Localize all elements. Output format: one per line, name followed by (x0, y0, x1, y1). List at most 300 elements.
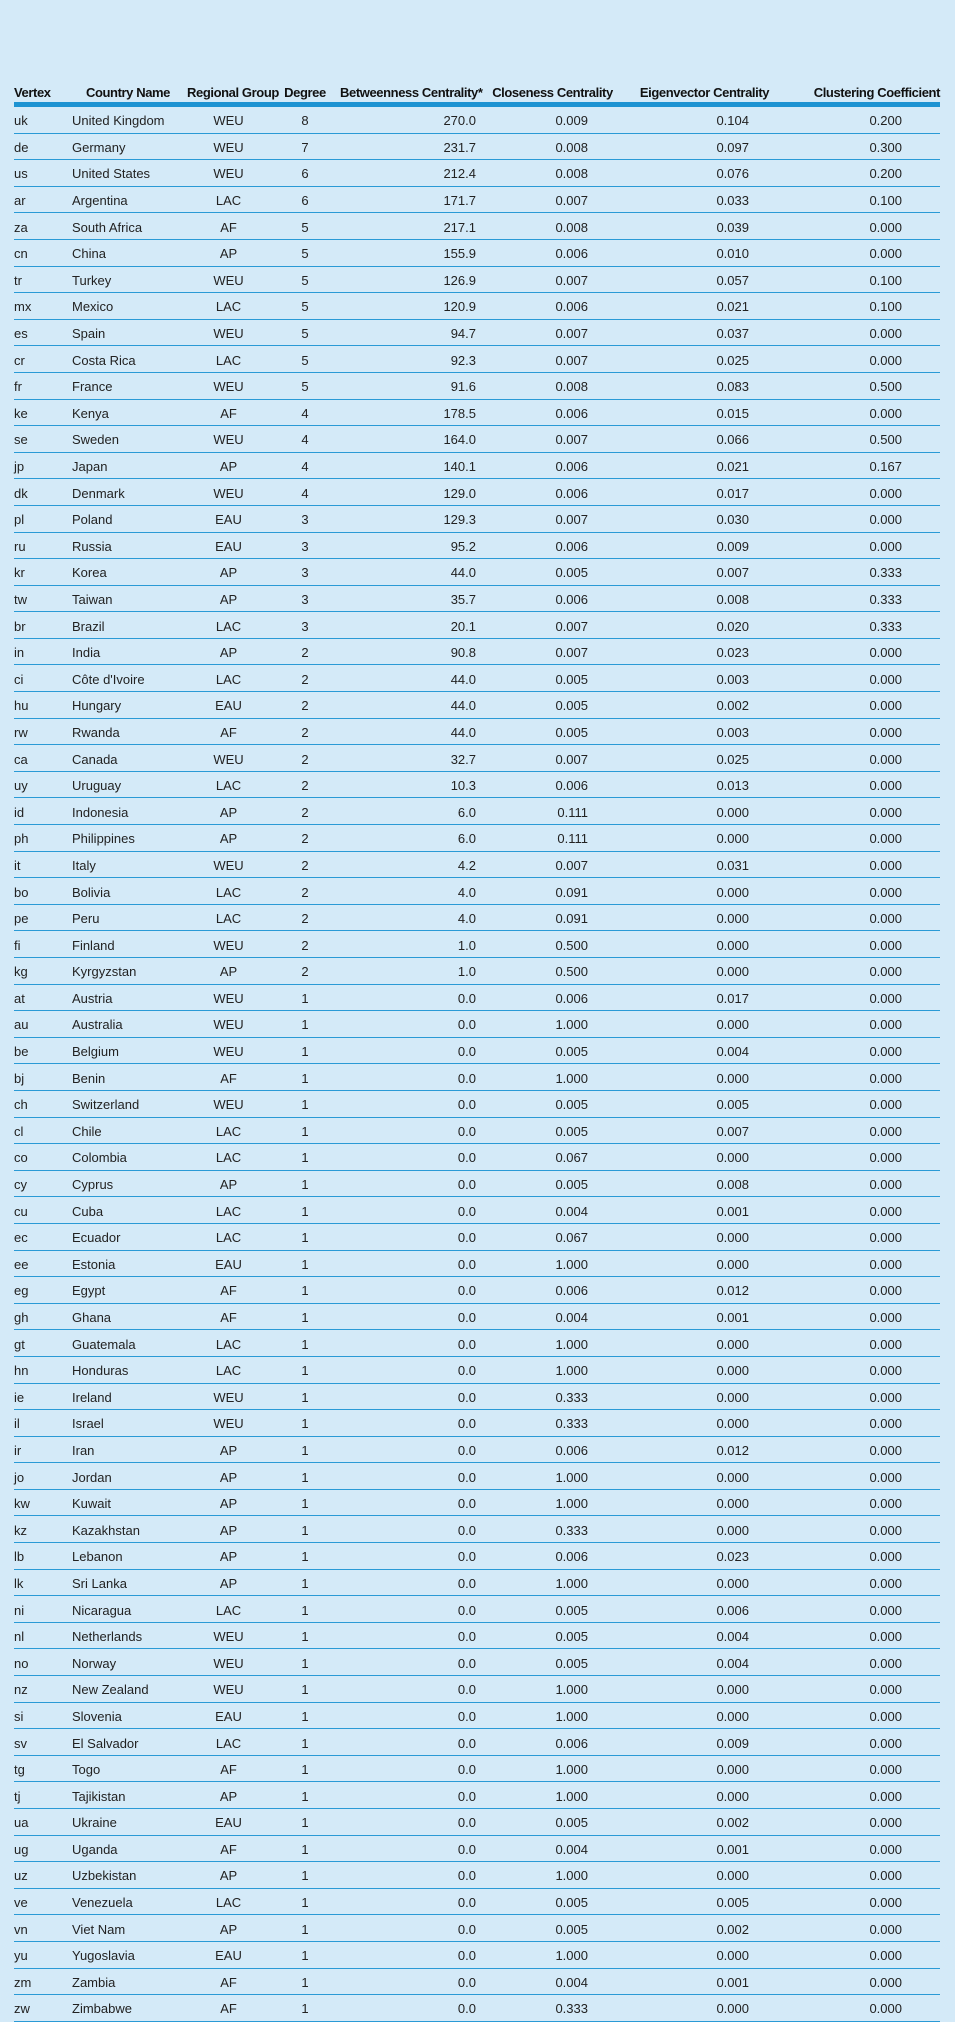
cell-regional-group: WEU (187, 319, 270, 346)
cell-degree: 1 (270, 1011, 340, 1038)
cell-country-name: Colombia (69, 1144, 187, 1171)
cell-degree: 1 (270, 1516, 340, 1543)
cell-country-name: Peru (69, 904, 187, 931)
cell-degree: 1 (270, 1436, 340, 1463)
cell-degree: 1 (270, 1090, 340, 1117)
cell-regional-group: WEU (187, 851, 270, 878)
cell-clustering: 0.000 (785, 1702, 940, 1729)
cell-country-name: Kenya (69, 399, 187, 426)
cell-closeness: 0.006 (481, 585, 624, 612)
table-row (14, 399, 940, 426)
cell-clustering: 0.000 (785, 1383, 940, 1410)
cell-country-name: Côte d'Ivoire (69, 665, 187, 692)
table-body (14, 105, 940, 2022)
cell-degree: 1 (270, 1835, 340, 1862)
table-row (14, 426, 940, 453)
cell-betweenness: 94.7 (340, 319, 481, 346)
table-row (14, 532, 940, 559)
table-row (14, 718, 940, 745)
cell-closeness: 0.008 (481, 372, 624, 399)
cell-country-name: Yugoslavia (69, 1941, 187, 1968)
cell-country-name: Norway (69, 1649, 187, 1676)
cell-vertex: es (14, 319, 69, 346)
table-row (14, 1011, 940, 1038)
cell-country-name: Ecuador (69, 1223, 187, 1250)
table-row (14, 1941, 940, 1968)
cell-degree: 3 (270, 612, 340, 639)
cell-clustering: 0.000 (785, 1835, 940, 1862)
cell-vertex: kw (14, 1489, 69, 1516)
cell-degree: 1 (270, 1410, 340, 1437)
cell-betweenness: 0.0 (340, 1596, 481, 1623)
cell-closeness: 1.000 (481, 1064, 624, 1091)
cell-betweenness: 32.7 (340, 745, 481, 772)
cell-closeness: 0.009 (481, 105, 624, 134)
table-row (14, 665, 940, 692)
cell-eigenvector: 0.000 (624, 1144, 785, 1171)
cell-regional-group: LAC (187, 1144, 270, 1171)
table-row (14, 585, 940, 612)
cell-regional-group: LAC (187, 186, 270, 213)
cell-regional-group: AP (187, 1516, 270, 1543)
cell-vertex: jo (14, 1463, 69, 1490)
cell-regional-group: AF (187, 1995, 270, 2022)
cell-eigenvector: 0.004 (624, 1649, 785, 1676)
cell-vertex: mx (14, 293, 69, 320)
cell-country-name: South Africa (69, 213, 187, 240)
cell-vertex: tr (14, 266, 69, 293)
cell-clustering: 0.000 (785, 1144, 940, 1171)
cell-betweenness: 212.4 (340, 160, 481, 187)
cell-degree: 1 (270, 1303, 340, 1330)
cell-betweenness: 0.0 (340, 1862, 481, 1889)
cell-country-name: Russia (69, 532, 187, 559)
cell-closeness: 0.006 (481, 399, 624, 426)
cell-clustering: 0.000 (785, 958, 940, 985)
cell-country-name: Nicaragua (69, 1596, 187, 1623)
cell-country-name: Indonesia (69, 798, 187, 825)
cell-clustering: 0.000 (785, 771, 940, 798)
cell-regional-group: LAC (187, 1117, 270, 1144)
cell-country-name: Slovenia (69, 1702, 187, 1729)
cell-clustering: 0.000 (785, 798, 940, 825)
cell-betweenness: 20.1 (340, 612, 481, 639)
header-vertex: Vertex (14, 78, 69, 105)
cell-clustering: 0.333 (785, 612, 940, 639)
table-row (14, 1170, 940, 1197)
table-row (14, 1782, 940, 1809)
cell-degree: 1 (270, 1809, 340, 1836)
cell-betweenness: 1.0 (340, 958, 481, 985)
cell-country-name: Chile (69, 1117, 187, 1144)
cell-clustering: 0.333 (785, 559, 940, 586)
cell-country-name: Lebanon (69, 1543, 187, 1570)
cell-degree: 1 (270, 1676, 340, 1703)
cell-regional-group: AP (187, 559, 270, 586)
cell-degree: 1 (270, 1702, 340, 1729)
cell-clustering: 0.000 (785, 479, 940, 506)
cell-regional-group: AP (187, 1782, 270, 1809)
cell-clustering: 0.000 (785, 1250, 940, 1277)
cell-clustering: 0.300 (785, 133, 940, 160)
cell-vertex: ug (14, 1835, 69, 1862)
cell-vertex: tg (14, 1755, 69, 1782)
table-row (14, 958, 940, 985)
cell-clustering: 0.000 (785, 1755, 940, 1782)
cell-eigenvector: 0.001 (624, 1835, 785, 1862)
cell-clustering: 0.000 (785, 213, 940, 240)
cell-degree: 1 (270, 1729, 340, 1756)
cell-closeness: 0.333 (481, 1410, 624, 1437)
cell-clustering: 0.000 (785, 665, 940, 692)
cell-degree: 1 (270, 1915, 340, 1942)
cell-regional-group: EAU (187, 1702, 270, 1729)
cell-vertex: dk (14, 479, 69, 506)
cell-country-name: Taiwan (69, 585, 187, 612)
cell-degree: 1 (270, 1064, 340, 1091)
cell-country-name: Austria (69, 984, 187, 1011)
cell-betweenness: 0.0 (340, 984, 481, 1011)
cell-clustering: 0.500 (785, 426, 940, 453)
cell-country-name: Poland (69, 505, 187, 532)
cell-closeness: 0.005 (481, 1649, 624, 1676)
cell-eigenvector: 0.000 (624, 1862, 785, 1889)
cell-country-name: Zambia (69, 1968, 187, 1995)
cell-clustering: 0.000 (785, 1649, 940, 1676)
cell-clustering: 0.000 (785, 1915, 940, 1942)
cell-regional-group: AF (187, 1303, 270, 1330)
table-row (14, 1809, 940, 1836)
cell-closeness: 0.004 (481, 1303, 624, 1330)
cell-regional-group: WEU (187, 1383, 270, 1410)
cell-closeness: 1.000 (481, 1676, 624, 1703)
table-row (14, 1436, 940, 1463)
cell-eigenvector: 0.000 (624, 958, 785, 985)
cell-vertex: us (14, 160, 69, 187)
table-row (14, 1090, 940, 1117)
cell-closeness: 0.006 (481, 479, 624, 506)
cell-degree: 6 (270, 160, 340, 187)
table-row (14, 1729, 940, 1756)
cell-betweenness: 0.0 (340, 1011, 481, 1038)
cell-closeness: 0.006 (481, 1277, 624, 1304)
cell-closeness: 1.000 (481, 1862, 624, 1889)
cell-degree: 5 (270, 266, 340, 293)
cell-vertex: id (14, 798, 69, 825)
cell-closeness: 1.000 (481, 1250, 624, 1277)
cell-closeness: 0.007 (481, 638, 624, 665)
cell-closeness: 0.006 (481, 984, 624, 1011)
cell-regional-group: WEU (187, 1410, 270, 1437)
cell-betweenness: 217.1 (340, 213, 481, 240)
cell-betweenness: 44.0 (340, 559, 481, 586)
cell-vertex: lb (14, 1543, 69, 1570)
cell-regional-group: AP (187, 798, 270, 825)
cell-regional-group: AP (187, 1170, 270, 1197)
cell-eigenvector: 0.004 (624, 1622, 785, 1649)
cell-vertex: pl (14, 505, 69, 532)
cell-closeness: 0.333 (481, 1995, 624, 2022)
cell-clustering: 0.000 (785, 1968, 940, 1995)
cell-vertex: be (14, 1037, 69, 1064)
cell-degree: 2 (270, 638, 340, 665)
cell-betweenness: 6.0 (340, 825, 481, 852)
table-row (14, 1144, 940, 1171)
cell-betweenness: 0.0 (340, 1835, 481, 1862)
cell-clustering: 0.000 (785, 1995, 940, 2022)
cell-eigenvector: 0.037 (624, 319, 785, 346)
cell-vertex: ci (14, 665, 69, 692)
cell-vertex: sv (14, 1729, 69, 1756)
cell-clustering: 0.333 (785, 585, 940, 612)
cell-vertex: vn (14, 1915, 69, 1942)
cell-clustering: 0.000 (785, 904, 940, 931)
cell-regional-group: WEU (187, 426, 270, 453)
cell-regional-group: AP (187, 452, 270, 479)
cell-regional-group: LAC (187, 1356, 270, 1383)
cell-regional-group: WEU (187, 1090, 270, 1117)
cell-betweenness: 92.3 (340, 346, 481, 373)
cell-clustering: 0.000 (785, 319, 940, 346)
cell-degree: 1 (270, 1543, 340, 1570)
cell-country-name: Uganda (69, 1835, 187, 1862)
table-row (14, 931, 940, 958)
cell-betweenness: 231.7 (340, 133, 481, 160)
cell-closeness: 1.000 (481, 1489, 624, 1516)
cell-eigenvector: 0.000 (624, 1755, 785, 1782)
cell-clustering: 0.000 (785, 1277, 940, 1304)
cell-clustering: 0.000 (785, 1782, 940, 1809)
cell-degree: 1 (270, 1356, 340, 1383)
cell-betweenness: 178.5 (340, 399, 481, 426)
cell-closeness: 0.005 (481, 1888, 624, 1915)
table-row (14, 105, 940, 134)
cell-degree: 5 (270, 372, 340, 399)
cell-eigenvector: 0.000 (624, 1223, 785, 1250)
table-row (14, 1569, 940, 1596)
cell-closeness: 0.007 (481, 612, 624, 639)
cell-country-name: Korea (69, 559, 187, 586)
cell-degree: 1 (270, 1117, 340, 1144)
cell-clustering: 0.000 (785, 1729, 940, 1756)
cell-closeness: 0.005 (481, 665, 624, 692)
cell-vertex: kz (14, 1516, 69, 1543)
cell-closeness: 0.006 (481, 239, 624, 266)
cell-betweenness: 0.0 (340, 1383, 481, 1410)
cell-vertex: se (14, 426, 69, 453)
cell-vertex: uk (14, 105, 69, 134)
cell-degree: 1 (270, 1170, 340, 1197)
table-row (14, 771, 940, 798)
table-row (14, 160, 940, 187)
cell-vertex: bj (14, 1064, 69, 1091)
cell-degree: 8 (270, 105, 340, 134)
table-row (14, 1250, 940, 1277)
cell-clustering: 0.000 (785, 1011, 940, 1038)
cell-country-name: Switzerland (69, 1090, 187, 1117)
cell-regional-group: LAC (187, 1888, 270, 1915)
table-row (14, 1649, 940, 1676)
table-row (14, 745, 940, 772)
cell-country-name: India (69, 638, 187, 665)
cell-closeness: 0.005 (481, 1915, 624, 1942)
cell-eigenvector: 0.000 (624, 1782, 785, 1809)
cell-vertex: za (14, 213, 69, 240)
cell-betweenness: 35.7 (340, 585, 481, 612)
header-clustering-coefficient: Clustering Coefficient (785, 78, 940, 105)
cell-vertex: gt (14, 1330, 69, 1357)
cell-vertex: ke (14, 399, 69, 426)
cell-betweenness: 0.0 (340, 1144, 481, 1171)
cell-closeness: 1.000 (481, 1463, 624, 1490)
cell-closeness: 0.111 (481, 825, 624, 852)
cell-betweenness: 0.0 (340, 1676, 481, 1703)
cell-vertex: hu (14, 692, 69, 719)
cell-country-name: Kyrgyzstan (69, 958, 187, 985)
cell-closeness: 0.007 (481, 851, 624, 878)
cell-degree: 3 (270, 559, 340, 586)
centrality-table (14, 78, 940, 2022)
cell-regional-group: WEU (187, 479, 270, 506)
cell-degree: 1 (270, 1250, 340, 1277)
cell-country-name: Bolivia (69, 878, 187, 905)
cell-eigenvector: 0.002 (624, 692, 785, 719)
cell-clustering: 0.000 (785, 1543, 940, 1570)
cell-betweenness: 44.0 (340, 692, 481, 719)
cell-vertex: ie (14, 1383, 69, 1410)
cell-degree: 1 (270, 1596, 340, 1623)
cell-betweenness: 171.7 (340, 186, 481, 213)
cell-eigenvector: 0.021 (624, 293, 785, 320)
cell-closeness: 0.004 (481, 1197, 624, 1224)
cell-betweenness: 0.0 (340, 1569, 481, 1596)
cell-vertex: cy (14, 1170, 69, 1197)
cell-eigenvector: 0.009 (624, 1729, 785, 1756)
cell-country-name: Mexico (69, 293, 187, 320)
cell-degree: 3 (270, 532, 340, 559)
cell-country-name: Belgium (69, 1037, 187, 1064)
cell-betweenness: 0.0 (340, 1543, 481, 1570)
cell-eigenvector: 0.007 (624, 559, 785, 586)
cell-vertex: uz (14, 1862, 69, 1889)
header-row (14, 78, 940, 105)
cell-betweenness: 0.0 (340, 1037, 481, 1064)
table-row (14, 266, 940, 293)
cell-betweenness: 129.3 (340, 505, 481, 532)
cell-clustering: 0.000 (785, 1569, 940, 1596)
cell-country-name: Togo (69, 1755, 187, 1782)
cell-degree: 2 (270, 958, 340, 985)
cell-regional-group: EAU (187, 1941, 270, 1968)
cell-vertex: gh (14, 1303, 69, 1330)
cell-closeness: 0.006 (481, 1436, 624, 1463)
cell-country-name: Benin (69, 1064, 187, 1091)
cell-betweenness: 0.0 (340, 1729, 481, 1756)
cell-clustering: 0.500 (785, 372, 940, 399)
cell-degree: 1 (270, 1968, 340, 1995)
cell-country-name: Canada (69, 745, 187, 772)
cell-closeness: 0.005 (481, 1037, 624, 1064)
table-row (14, 186, 940, 213)
cell-betweenness: 129.0 (340, 479, 481, 506)
cell-eigenvector: 0.012 (624, 1277, 785, 1304)
cell-regional-group: AP (187, 958, 270, 985)
cell-eigenvector: 0.000 (624, 1995, 785, 2022)
header-betweenness-centrality: Betweenness Centrality* (340, 78, 481, 105)
cell-country-name: Ghana (69, 1303, 187, 1330)
table-row (14, 1755, 940, 1782)
cell-regional-group: AF (187, 1277, 270, 1304)
table-row (14, 878, 940, 905)
cell-closeness: 1.000 (481, 1782, 624, 1809)
header-closeness-centrality: Closeness Centrality (481, 78, 624, 105)
cell-regional-group: WEU (187, 984, 270, 1011)
cell-degree: 1 (270, 1037, 340, 1064)
cell-vertex: ve (14, 1888, 69, 1915)
table-row (14, 133, 940, 160)
cell-eigenvector: 0.025 (624, 346, 785, 373)
cell-eigenvector: 0.005 (624, 1888, 785, 1915)
cell-degree: 2 (270, 771, 340, 798)
cell-closeness: 0.005 (481, 1596, 624, 1623)
cell-country-name: Kuwait (69, 1489, 187, 1516)
cell-country-name: Israel (69, 1410, 187, 1437)
cell-betweenness: 0.0 (340, 1277, 481, 1304)
cell-regional-group: LAC (187, 1729, 270, 1756)
cell-country-name: Ukraine (69, 1809, 187, 1836)
table-row (14, 1117, 940, 1144)
cell-regional-group: AF (187, 1835, 270, 1862)
cell-degree: 5 (270, 346, 340, 373)
cell-closeness: 0.006 (481, 452, 624, 479)
cell-degree: 1 (270, 1383, 340, 1410)
cell-closeness: 0.091 (481, 904, 624, 931)
cell-closeness: 0.008 (481, 213, 624, 240)
cell-regional-group: AP (187, 1862, 270, 1889)
cell-regional-group: AP (187, 1915, 270, 1942)
cell-clustering: 0.000 (785, 346, 940, 373)
table-row (14, 1463, 940, 1490)
cell-regional-group: AP (187, 825, 270, 852)
cell-betweenness: 0.0 (340, 1117, 481, 1144)
cell-vertex: it (14, 851, 69, 878)
table-row (14, 851, 940, 878)
header-eigenvector-centrality: Eigenvector Centrality (624, 78, 785, 105)
cell-regional-group: WEU (187, 1622, 270, 1649)
cell-eigenvector: 0.023 (624, 638, 785, 665)
cell-betweenness: 44.0 (340, 665, 481, 692)
cell-degree: 1 (270, 1569, 340, 1596)
cell-closeness: 0.007 (481, 745, 624, 772)
cell-country-name: Argentina (69, 186, 187, 213)
table-row (14, 1197, 940, 1224)
cell-degree: 6 (270, 186, 340, 213)
cell-clustering: 0.000 (785, 1117, 940, 1144)
cell-degree: 3 (270, 505, 340, 532)
cell-vertex: hn (14, 1356, 69, 1383)
cell-degree: 1 (270, 984, 340, 1011)
cell-clustering: 0.000 (785, 1489, 940, 1516)
cell-eigenvector: 0.003 (624, 718, 785, 745)
cell-eigenvector: 0.039 (624, 213, 785, 240)
cell-degree: 1 (270, 1463, 340, 1490)
table-row (14, 1037, 940, 1064)
cell-degree: 1 (270, 1223, 340, 1250)
cell-vertex: at (14, 984, 69, 1011)
cell-vertex: zw (14, 1995, 69, 2022)
cell-degree: 2 (270, 878, 340, 905)
cell-regional-group: WEU (187, 160, 270, 187)
